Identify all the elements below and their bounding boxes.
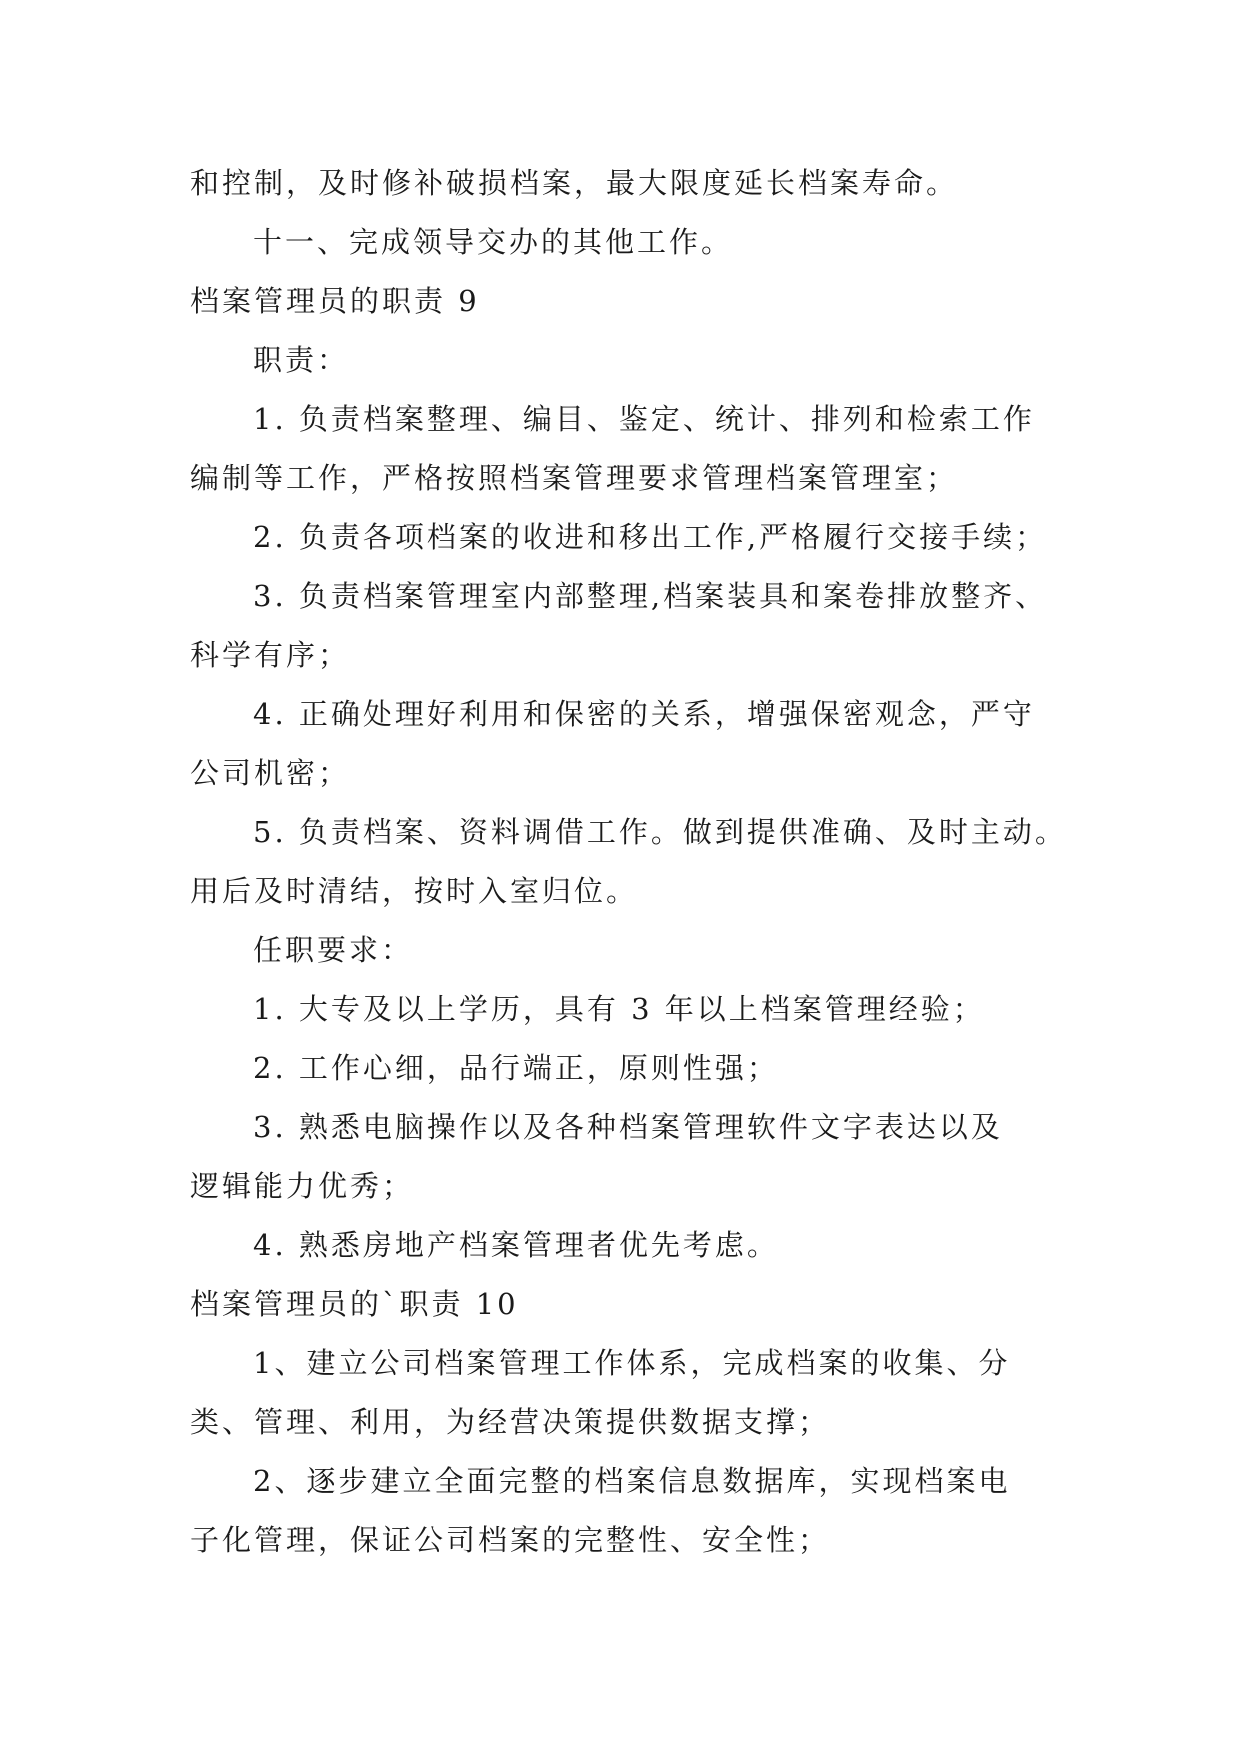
list-item: 3. 负责档案管理室内部整理,档案装具和案卷排放整齐、: [253, 579, 1048, 613]
list-item: 4. 正确处理好利用和保密的关系，增强保密观念，严守: [253, 697, 1035, 731]
text-line: 逻辑能力优秀；: [190, 1169, 415, 1203]
list-item: 1. 大专及以上学历，具有 3 年以上档案管理经验；: [253, 992, 985, 1026]
text-line: 编制等工作，严格按照档案管理要求管理档案管理室；: [190, 461, 959, 495]
text-line: 用后及时清结，按时入室归位。: [190, 874, 639, 908]
list-item: 2. 工作心细，品行端正，原则性强；: [253, 1051, 779, 1085]
subheading: 职责：: [253, 343, 350, 377]
list-item: 2. 负责各项档案的收进和移出工作,严格履行交接手续；: [253, 520, 1048, 554]
text-line: 类、管理、利用，为经营决策提供数据支撑；: [190, 1405, 831, 1439]
subheading: 任职要求：: [253, 933, 414, 967]
text-line: 十一、完成领导交办的其他工作。: [253, 225, 734, 259]
list-item: 2、逐步建立全面完整的档案信息数据库，实现档案电: [253, 1464, 1011, 1498]
text-line: 公司机密；: [190, 756, 351, 790]
list-item: 1、建立公司档案管理工作体系，完成档案的收集、分: [253, 1346, 1011, 1380]
text-line: 子化管理，保证公司档案的完整性、安全性；: [190, 1523, 831, 1557]
text-line: 和控制，及时修补破损档案，最大限度延长档案寿命。: [190, 166, 959, 200]
text-line: 科学有序；: [190, 638, 351, 672]
list-item: 4. 熟悉房地产档案管理者优先考虑。: [253, 1228, 779, 1262]
section-heading: 档案管理员的职责 9: [190, 284, 480, 318]
list-item: 3. 熟悉电脑操作以及各种档案管理软件文字表达以及: [253, 1110, 1003, 1144]
list-item: 1. 负责档案整理、编目、鉴定、统计、排列和检索工作: [253, 402, 1035, 436]
list-item: 5. 负责档案、资料调借工作。做到提供准确、及时主动。: [253, 815, 1067, 849]
section-heading: 档案管理员的`职责 10: [190, 1287, 519, 1321]
